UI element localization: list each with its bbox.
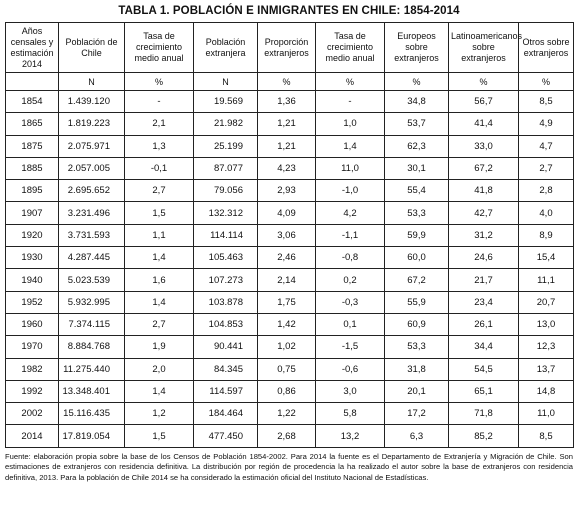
cell-growth-rate: 1,9 bbox=[125, 336, 194, 358]
cell-foreign-proportion: 2,46 bbox=[258, 247, 316, 269]
cell-others: 8,9 bbox=[519, 224, 574, 246]
table-row bbox=[6, 135, 574, 157]
cell-foreign-growth-rate: -0,3 bbox=[316, 291, 385, 313]
cell-foreign-population: 90.441 bbox=[194, 336, 258, 358]
cell-latin-americans: 71,8 bbox=[449, 403, 519, 425]
table-row bbox=[6, 91, 574, 113]
cell-latin-americans: 56,7 bbox=[449, 91, 519, 113]
cell-foreign-population: 184.464 bbox=[194, 403, 258, 425]
cell-foreign-proportion: 2,68 bbox=[258, 425, 316, 447]
cell-latin-americans: 42,7 bbox=[449, 202, 519, 224]
cell-latin-americans: 31,2 bbox=[449, 224, 519, 246]
cell-population: 8.884.768 bbox=[59, 336, 125, 358]
table-row bbox=[6, 157, 574, 179]
cell-latin-americans: 24,6 bbox=[449, 247, 519, 269]
cell-europeans: 6,3 bbox=[385, 425, 449, 447]
cell-foreign-growth-rate: -0,6 bbox=[316, 358, 385, 380]
cell-foreign-growth-rate: -0,8 bbox=[316, 247, 385, 269]
cell-europeans: 34,8 bbox=[385, 91, 449, 113]
header-others: Otros sobre extranjeros bbox=[519, 23, 574, 73]
cell-foreign-proportion: 2,93 bbox=[258, 180, 316, 202]
cell-foreign-population: 79.056 bbox=[194, 180, 258, 202]
cell-foreign-proportion: 1,21 bbox=[258, 135, 316, 157]
cell-population: 1.439.120 bbox=[59, 91, 125, 113]
cell-foreign-growth-rate: 4,2 bbox=[316, 202, 385, 224]
cell-population: 11.275.440 bbox=[59, 358, 125, 380]
cell-latin-americans: 85,2 bbox=[449, 425, 519, 447]
cell-foreign-proportion: 1,75 bbox=[258, 291, 316, 313]
cell-foreign-population: 107.273 bbox=[194, 269, 258, 291]
cell-foreign-growth-rate: 13,2 bbox=[316, 425, 385, 447]
cell-others: 11,0 bbox=[519, 403, 574, 425]
cell-year: 1895 bbox=[6, 180, 59, 202]
cell-europeans: 60,0 bbox=[385, 247, 449, 269]
cell-population: 2.075.971 bbox=[59, 135, 125, 157]
cell-foreign-population: 114.597 bbox=[194, 380, 258, 402]
cell-latin-americans: 41,4 bbox=[449, 113, 519, 135]
cell-growth-rate: 1,1 bbox=[125, 224, 194, 246]
cell-foreign-proportion: 0,75 bbox=[258, 358, 316, 380]
cell-growth-rate: 1,5 bbox=[125, 202, 194, 224]
cell-others: 4,0 bbox=[519, 202, 574, 224]
unit-cell: N bbox=[194, 73, 258, 91]
cell-foreign-growth-rate: 1,4 bbox=[316, 135, 385, 157]
cell-foreign-population: 84.345 bbox=[194, 358, 258, 380]
cell-others: 8,5 bbox=[519, 91, 574, 113]
table-row bbox=[6, 380, 574, 402]
cell-others: 11,1 bbox=[519, 269, 574, 291]
cell-growth-rate: 2,1 bbox=[125, 113, 194, 135]
cell-foreign-population: 104.853 bbox=[194, 313, 258, 335]
units-row bbox=[6, 73, 574, 91]
table-row bbox=[6, 425, 574, 447]
header-growth-rate: Tasa de crecimiento medio anual bbox=[125, 23, 194, 73]
unit-cell: % bbox=[449, 73, 519, 91]
header-europeans: Europeos sobre extranjeros bbox=[385, 23, 449, 73]
header-foreign-population: Población extranjera bbox=[194, 23, 258, 73]
cell-year: 1865 bbox=[6, 113, 59, 135]
cell-foreign-proportion: 1,02 bbox=[258, 336, 316, 358]
cell-foreign-proportion: 0,86 bbox=[258, 380, 316, 402]
cell-foreign-growth-rate: 0,1 bbox=[316, 313, 385, 335]
cell-population: 3.231.496 bbox=[59, 202, 125, 224]
table-row bbox=[6, 247, 574, 269]
cell-foreign-proportion: 2,14 bbox=[258, 269, 316, 291]
cell-foreign-population: 21.982 bbox=[194, 113, 258, 135]
cell-year: 1854 bbox=[6, 91, 59, 113]
cell-foreign-population: 114.114 bbox=[194, 224, 258, 246]
unit-cell: % bbox=[519, 73, 574, 91]
cell-growth-rate: 2,7 bbox=[125, 180, 194, 202]
cell-year: 1920 bbox=[6, 224, 59, 246]
unit-cell: % bbox=[258, 73, 316, 91]
cell-population: 7.374.115 bbox=[59, 313, 125, 335]
cell-europeans: 55,4 bbox=[385, 180, 449, 202]
cell-latin-americans: 33,0 bbox=[449, 135, 519, 157]
cell-year: 1982 bbox=[6, 358, 59, 380]
cell-others: 4,7 bbox=[519, 135, 574, 157]
cell-growth-rate: -0,1 bbox=[125, 157, 194, 179]
cell-foreign-proportion: 1,22 bbox=[258, 403, 316, 425]
cell-foreign-population: 19.569 bbox=[194, 91, 258, 113]
table-row bbox=[6, 180, 574, 202]
cell-europeans: 53,3 bbox=[385, 336, 449, 358]
cell-latin-americans: 23,4 bbox=[449, 291, 519, 313]
cell-foreign-population: 132.312 bbox=[194, 202, 258, 224]
cell-foreign-proportion: 1,42 bbox=[258, 313, 316, 335]
table-row bbox=[6, 269, 574, 291]
table-row bbox=[6, 358, 574, 380]
cell-europeans: 55,9 bbox=[385, 291, 449, 313]
table-row bbox=[6, 336, 574, 358]
cell-latin-americans: 41,8 bbox=[449, 180, 519, 202]
cell-others: 2,7 bbox=[519, 157, 574, 179]
cell-foreign-proportion: 1,36 bbox=[258, 91, 316, 113]
cell-growth-rate: 1,6 bbox=[125, 269, 194, 291]
cell-europeans: 20,1 bbox=[385, 380, 449, 402]
cell-latin-americans: 26,1 bbox=[449, 313, 519, 335]
cell-population: 2.695.652 bbox=[59, 180, 125, 202]
cell-foreign-population: 25.199 bbox=[194, 135, 258, 157]
cell-foreign-growth-rate: 0,2 bbox=[316, 269, 385, 291]
unit-cell: % bbox=[385, 73, 449, 91]
cell-others: 2,8 bbox=[519, 180, 574, 202]
cell-foreign-proportion: 3,06 bbox=[258, 224, 316, 246]
cell-year: 1960 bbox=[6, 313, 59, 335]
cell-foreign-growth-rate: -1,5 bbox=[316, 336, 385, 358]
cell-others: 13,0 bbox=[519, 313, 574, 335]
cell-foreign-growth-rate: 5,8 bbox=[316, 403, 385, 425]
cell-population: 3.731.593 bbox=[59, 224, 125, 246]
cell-growth-rate: 1,5 bbox=[125, 425, 194, 447]
cell-population: 5.023.539 bbox=[59, 269, 125, 291]
header-latin-americans: Latinoamericanos sobre extranjeros bbox=[449, 23, 519, 73]
cell-europeans: 17,2 bbox=[385, 403, 449, 425]
cell-foreign-growth-rate: 1,0 bbox=[316, 113, 385, 135]
cell-growth-rate: 1,3 bbox=[125, 135, 194, 157]
cell-latin-americans: 67,2 bbox=[449, 157, 519, 179]
cell-foreign-population: 103.878 bbox=[194, 291, 258, 313]
population-table bbox=[5, 22, 574, 448]
cell-foreign-proportion: 1,21 bbox=[258, 113, 316, 135]
cell-growth-rate: 1,4 bbox=[125, 380, 194, 402]
cell-europeans: 62,3 bbox=[385, 135, 449, 157]
cell-foreign-population: 105.463 bbox=[194, 247, 258, 269]
header-year: Años censales y estimación 2014 bbox=[6, 23, 59, 73]
cell-others: 14,8 bbox=[519, 380, 574, 402]
table-title: TABLA 1. POBLACIÓN E INMIGRANTES EN CHILE: 1854-2014 bbox=[118, 5, 460, 17]
cell-latin-americans: 21,7 bbox=[449, 269, 519, 291]
cell-population: 15.116.435 bbox=[59, 403, 125, 425]
unit-cell: % bbox=[125, 73, 194, 91]
cell-foreign-growth-rate: 11,0 bbox=[316, 157, 385, 179]
cell-population: 4.287.445 bbox=[59, 247, 125, 269]
source-footnote: Fuente: elaboración propia sobre la base de los Censos de Población 1854-2002. Para 2014 la fuente es el Departamento de Extranjería y Migración de Chile. Son estimaciones de extranjeros con residencia definitiva. La distribución por región de procedencia la ha realizado el autor sobre la base de extranjeros con residencia definitiva, 2013. Para la población de Chile 2014 se ha considerado la estimación oficial del Instituto Nacional de Estadísticas. bbox=[5, 451, 573, 482]
table-row bbox=[6, 291, 574, 313]
cell-others: 13,7 bbox=[519, 358, 574, 380]
cell-others: 20,7 bbox=[519, 291, 574, 313]
cell-foreign-growth-rate: 3,0 bbox=[316, 380, 385, 402]
cell-growth-rate: 2,0 bbox=[125, 358, 194, 380]
cell-foreign-population: 87.077 bbox=[194, 157, 258, 179]
table-row bbox=[6, 224, 574, 246]
cell-europeans: 53,3 bbox=[385, 202, 449, 224]
cell-latin-americans: 65,1 bbox=[449, 380, 519, 402]
cell-growth-rate: - bbox=[125, 91, 194, 113]
cell-year: 1885 bbox=[6, 157, 59, 179]
cell-foreign-proportion: 4,09 bbox=[258, 202, 316, 224]
cell-population: 5.932.995 bbox=[59, 291, 125, 313]
cell-foreign-growth-rate: -1,1 bbox=[316, 224, 385, 246]
header-foreign-proportion: Proporción extranjeros bbox=[258, 23, 316, 73]
table-row bbox=[6, 403, 574, 425]
header-population: Población de Chile bbox=[59, 23, 125, 73]
cell-foreign-proportion: 4,23 bbox=[258, 157, 316, 179]
cell-year: 1930 bbox=[6, 247, 59, 269]
cell-europeans: 30,1 bbox=[385, 157, 449, 179]
cell-others: 15,4 bbox=[519, 247, 574, 269]
cell-others: 8,5 bbox=[519, 425, 574, 447]
cell-population: 2.057.005 bbox=[59, 157, 125, 179]
unit-cell: % bbox=[316, 73, 385, 91]
cell-others: 4,9 bbox=[519, 113, 574, 135]
cell-year: 1970 bbox=[6, 336, 59, 358]
cell-year: 1992 bbox=[6, 380, 59, 402]
cell-europeans: 67,2 bbox=[385, 269, 449, 291]
cell-growth-rate: 1,2 bbox=[125, 403, 194, 425]
cell-others: 12,3 bbox=[519, 336, 574, 358]
cell-europeans: 31,8 bbox=[385, 358, 449, 380]
cell-growth-rate: 2,7 bbox=[125, 313, 194, 335]
cell-year: 1907 bbox=[6, 202, 59, 224]
table-row bbox=[6, 313, 574, 335]
cell-latin-americans: 34,4 bbox=[449, 336, 519, 358]
cell-foreign-growth-rate: - bbox=[316, 91, 385, 113]
cell-foreign-population: 477.450 bbox=[194, 425, 258, 447]
table-body bbox=[6, 91, 574, 448]
cell-year: 2014 bbox=[6, 425, 59, 447]
cell-europeans: 60,9 bbox=[385, 313, 449, 335]
cell-year: 1952 bbox=[6, 291, 59, 313]
header-row bbox=[6, 23, 574, 73]
cell-europeans: 59,9 bbox=[385, 224, 449, 246]
cell-foreign-growth-rate: -1,0 bbox=[316, 180, 385, 202]
cell-latin-americans: 54,5 bbox=[449, 358, 519, 380]
header-foreign-growth-rate: Tasa de crecimiento medio anual bbox=[316, 23, 385, 73]
cell-population: 1.819.223 bbox=[59, 113, 125, 135]
cell-europeans: 53,7 bbox=[385, 113, 449, 135]
cell-growth-rate: 1,4 bbox=[125, 247, 194, 269]
cell-year: 2002 bbox=[6, 403, 59, 425]
unit-cell: N bbox=[59, 73, 125, 91]
unit-cell bbox=[6, 73, 59, 91]
table-row bbox=[6, 113, 574, 135]
table-row bbox=[6, 202, 574, 224]
cell-year: 1875 bbox=[6, 135, 59, 157]
cell-population: 17.819.054 bbox=[59, 425, 125, 447]
cell-population: 13.348.401 bbox=[59, 380, 125, 402]
cell-year: 1940 bbox=[6, 269, 59, 291]
cell-growth-rate: 1,4 bbox=[125, 291, 194, 313]
